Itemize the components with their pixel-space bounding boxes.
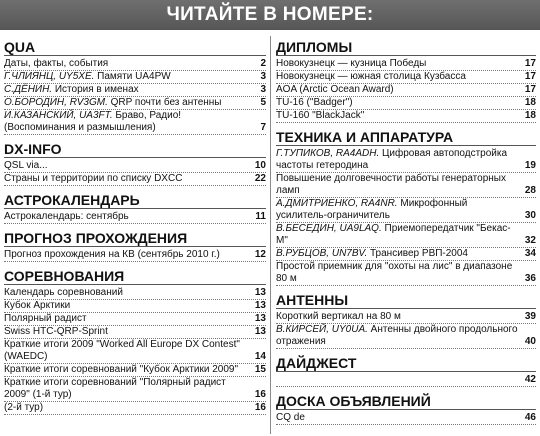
entry-title [4, 249, 248, 261]
entry-title [4, 71, 248, 83]
contents-entry[interactable] [4, 97, 266, 110]
entry-text: Новокузнецк — южная столица Кузбасса [276, 71, 466, 82]
contents-entry[interactable] [4, 211, 266, 224]
section-дипломы [276, 39, 536, 123]
entry-title [4, 339, 248, 363]
column-divider [270, 36, 271, 434]
page-number: 15 [254, 364, 266, 375]
section-title: АСТРОКАЛЕНДАРЬ [4, 192, 266, 209]
entry-text: Трансивер РВП-2004 [367, 248, 468, 259]
entry-title [276, 173, 518, 197]
entry-text: Браво, Радио! (Воспоминания и размышления) [4, 110, 182, 133]
left-column [4, 39, 266, 415]
contents-entry[interactable] [276, 324, 536, 349]
page-number: 14 [254, 351, 266, 362]
entry-author: С.ДЁНИН. [4, 84, 53, 95]
page-number: 13 [254, 300, 266, 311]
entry-text: Астрокалендарь: сентябрь [4, 211, 129, 222]
entry-author: Г.ТУПИКОВ, RA4ADH. [276, 148, 380, 159]
section-title: DX-INFO [4, 141, 266, 158]
entry-text: Краткие итоги соревнований "Полярный радист 2009" (1-й тур) [4, 377, 226, 400]
contents-entry[interactable] [4, 110, 266, 135]
entry-title [4, 211, 248, 223]
contents-entry[interactable] [4, 313, 266, 326]
entry-title [276, 58, 518, 70]
contents-entry[interactable] [4, 377, 266, 402]
entry-text: Простой приемник для "охоты на лис" в диапазоне 80 м [276, 261, 513, 284]
entry-title [276, 84, 518, 96]
section-title: ДОСКА ОБЪЯВЛЕНИЙ [276, 393, 536, 410]
section-title: СОРЕВНОВАНИЯ [4, 268, 266, 285]
section-прогноз-прохождения [4, 230, 266, 262]
contents-entry[interactable] [276, 97, 536, 110]
entry-text: QRP почти без антенны [107, 97, 222, 108]
entry-text: Приемопередатчик "Бекас-М" [276, 223, 511, 246]
entry-text: Новокузнецк — кузница Победы [276, 58, 427, 69]
page-number: 17 [524, 84, 536, 95]
page-number: 2 [260, 58, 266, 69]
page-number: 30 [524, 210, 536, 221]
entry-text: TU-160 "BlackJack" [276, 110, 365, 121]
entry-text: История в именах [52, 84, 139, 95]
contents-banner [0, 0, 540, 30]
contents-entry[interactable] [276, 248, 536, 261]
page-number: 18 [524, 97, 536, 108]
page-number: 18 [524, 110, 536, 121]
section-qua [4, 39, 266, 135]
contents-entry[interactable] [4, 339, 266, 364]
entry-title [276, 223, 518, 247]
page-number: 5 [260, 97, 266, 108]
page-number: 3 [260, 71, 266, 82]
entry-author: Г.ЧЛИЯНЦ, UY5XE. [4, 71, 95, 82]
entry-text: Памяти UA4PW [94, 71, 171, 82]
entry-title [276, 261, 518, 285]
page-number: 22 [254, 173, 266, 184]
contents-entry[interactable] [276, 148, 536, 173]
contents-entry[interactable] [276, 71, 536, 84]
contents-entry[interactable] [4, 173, 266, 186]
entry-author: В.КИРСЕЙ, UY0UA. [276, 324, 368, 335]
section-title: QUA [4, 39, 266, 56]
entry-title [4, 97, 248, 109]
page-number: 39 [524, 311, 536, 322]
page-number: 36 [524, 273, 536, 284]
page-number: 12 [254, 249, 266, 260]
contents-entry[interactable] [4, 249, 266, 262]
right-column [276, 39, 536, 425]
page-number: 13 [254, 326, 266, 337]
section-антенны [276, 292, 536, 349]
entry-text: Swiss HTC-QRP-Sprint [4, 326, 108, 337]
entry-text: Прогноз прохождения на КВ (сентябрь 2010 г.) [4, 249, 220, 260]
entry-text: Страны и территории по списку DXCC [4, 173, 183, 184]
entry-title [4, 313, 248, 325]
page-number: 40 [524, 336, 536, 347]
section-dx-info [4, 141, 266, 186]
entry-text: Календарь соревнований [4, 287, 123, 298]
entry-text: TU-16 ("Badger") [276, 97, 353, 108]
contents-entry[interactable] [4, 160, 266, 173]
page-number: 17 [524, 58, 536, 69]
contents-entry[interactable] [276, 173, 536, 198]
page-number: 17 [524, 71, 536, 82]
section-title: ТЕХНИКА И АППАРАТУРА [276, 129, 536, 146]
contents-entry[interactable] [4, 58, 266, 71]
contents-entry[interactable] [276, 261, 536, 286]
section-title: ДИПЛОМЫ [276, 39, 536, 56]
page-number: 16 [254, 389, 266, 400]
entry-title [276, 97, 518, 109]
contents-entry[interactable] [276, 223, 536, 248]
entry-text: Даты, факты, события [4, 58, 109, 69]
contents-entry[interactable] [4, 300, 266, 313]
page-number: 11 [255, 211, 266, 222]
entry-title [276, 148, 518, 172]
entry-author: И.КАЗАНСКИЙ, UA3FT. [4, 110, 113, 121]
entry-title [276, 71, 518, 83]
section-title: ПРОГНОЗ ПРОХОЖДЕНИЯ [4, 230, 266, 247]
entry-author: О.БОРОДИН, RV3GM. [4, 97, 108, 108]
contents-entry[interactable] [276, 374, 536, 387]
entry-title [4, 300, 248, 312]
section-астрокалендарь [4, 192, 266, 224]
entry-text: Краткие итоги соревнований "Кубок Арктики 2009" [4, 364, 239, 375]
entry-title [4, 58, 248, 70]
page-number: 32 [524, 235, 536, 246]
contents-entry[interactable] [4, 71, 266, 84]
entry-text: QSL via... [4, 160, 48, 171]
entry-title [4, 84, 248, 96]
entry-title [4, 326, 248, 338]
entry-title [276, 198, 518, 222]
section-title: АНТЕННЫ [276, 292, 536, 309]
contents-entry[interactable] [276, 58, 536, 71]
page-number: 7 [260, 122, 266, 133]
contents-entry[interactable] [4, 364, 266, 377]
entry-text: Кубок Арктики [4, 300, 71, 311]
contents-entry[interactable] [276, 110, 536, 123]
entry-text: AOA (Arctic Ocean Award) [276, 84, 394, 95]
entry-author: В.БЕСЕДИН, UA9LAQ. [276, 223, 382, 234]
page-number: 13 [254, 313, 266, 324]
entry-title [276, 110, 518, 122]
entry-title [4, 160, 248, 172]
contents-entry[interactable] [276, 198, 536, 223]
page-number: 46 [524, 412, 536, 423]
entry-title [276, 374, 518, 386]
section-дайджест [276, 355, 536, 387]
page-number: 3 [260, 84, 266, 95]
page-number: 42 [524, 374, 536, 385]
entry-text: Микрофонный усилитель-ограничитель [276, 198, 468, 221]
entry-title [4, 402, 248, 414]
contents-entry[interactable] [276, 84, 536, 97]
page-number: 13 [254, 287, 266, 298]
entry-author: В.РУБЦОВ, UN7BV. [276, 248, 368, 259]
page-number: 28 [524, 185, 536, 196]
entry-text: CQ de [276, 412, 305, 423]
contents-entry[interactable] [4, 326, 266, 339]
page-number: 16 [254, 402, 266, 413]
entry-text: (2-й тур) [4, 402, 44, 413]
entry-title [4, 287, 248, 299]
page-number: 34 [524, 248, 536, 259]
section-доска-объявлений [276, 393, 536, 425]
entry-text: Краткие итоги 2009 "Worked All Europe DX Contest" (WAEDC) [4, 339, 240, 362]
entry-text: Полярный радист [4, 313, 87, 324]
entry-title [276, 311, 518, 323]
section-title: ДАЙДЖЕСТ [276, 355, 536, 372]
page-number: 19 [524, 160, 536, 171]
section-техника-и-аппаратура [276, 129, 536, 286]
contents-entry[interactable] [4, 84, 266, 97]
page-number: 10 [254, 160, 266, 171]
entry-text: Цифровая автоподстройка частоты гетеродина [276, 148, 508, 171]
contents-entry[interactable] [276, 412, 536, 425]
entry-title [4, 364, 248, 376]
banner-title: ЧИТАЙТЕ В НОМЕРЕ: [166, 4, 374, 25]
contents-entry[interactable] [4, 402, 266, 415]
entry-title [276, 324, 518, 348]
contents-entry[interactable] [4, 287, 266, 300]
entry-text: Повышение долговечности работы генераторных ламп [276, 173, 506, 196]
entry-author: А.ДМИТРИЕНКО, RA4NR. [276, 198, 398, 209]
contents-entry[interactable] [276, 311, 536, 324]
entry-title [4, 377, 248, 401]
entry-text: Короткий вертикал на 80 м [276, 311, 401, 322]
entry-title [276, 412, 518, 424]
entry-title [4, 173, 248, 185]
entry-title [276, 248, 518, 260]
entry-title [4, 110, 248, 134]
entry-text: Антенны двойного продольного отражения [276, 324, 518, 347]
section-соревнования [4, 268, 266, 415]
